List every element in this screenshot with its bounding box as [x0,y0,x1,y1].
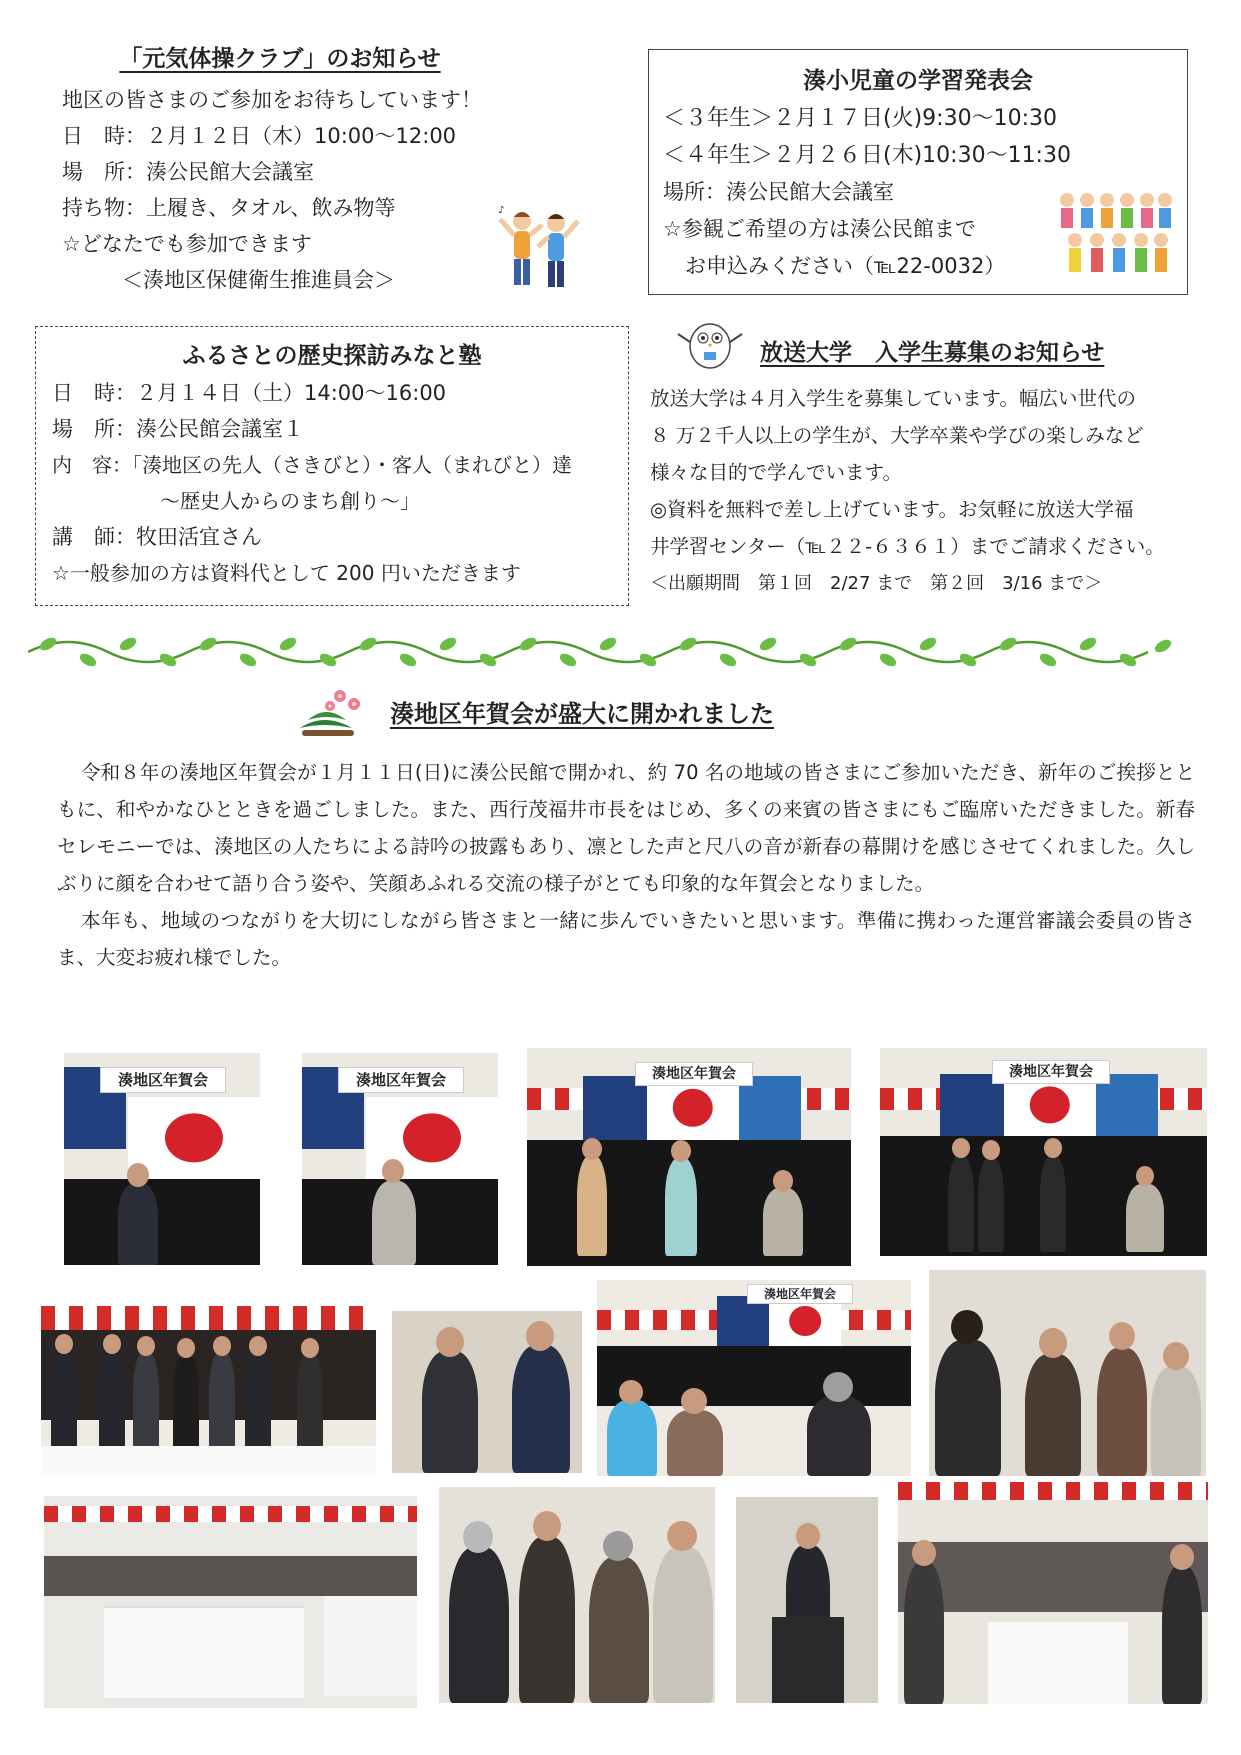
event-photo-shigin-performance [527,1048,851,1266]
history-box [35,326,629,606]
univ-line: 放送大学は４月入学生を募集しています。幅広い世代の [650,387,1136,410]
school-line: ＜３年生＞２月１７日(火)9:30～10:30 [663,106,1057,131]
school-line: ＜４年生＞２月２６日(木)10:30～11:30 [663,143,1071,168]
univ-line: 井学習センター（℡２２-６３６１）までご請求ください。 [650,535,1165,558]
genki-line: 日 時：２月１２日（木）10:00～12:00 [62,124,457,148]
event-photo-mc-podium [736,1497,878,1703]
pine-plum-icon [294,682,374,742]
genki-line: ＜湊地区保健衛生推進員会＞ [122,268,395,292]
event-photo-toast-conversation [392,1311,582,1473]
children-illustration-icon [1053,190,1177,282]
univ-line: 様々な目的で学んでいます。 [650,461,902,484]
exercise-illustration-icon [494,205,584,295]
genki-line: 持ち物：上履き、タオル、飲み物等 [62,196,396,220]
school-box [648,49,1188,295]
photo-banner: 湊地区年賀会 [747,1284,853,1304]
event-photo-drinks-table [439,1487,715,1703]
school-line: 場所：湊公民館大会議室 [663,180,894,204]
vine-divider [28,628,1178,674]
owl-mascot-icon [676,312,744,372]
article-title: 湊地区年賀会が盛大に開かれました [390,700,774,728]
article-paragraph: 本年も、地域のつながりを大切にしながら皆さまと一緒に歩んでいきたいと思います。準備に携わった運営審議会委員の皆さま、大変お疲れ様でした。 [57,909,1195,969]
history-line: 内 容：「湊地区の先人（さきびと）・客人（まれびと）達 [52,453,572,477]
univ-body [650,380,1210,602]
history-line: 場 所：湊公民館会議室１ [52,417,304,441]
univ-line: ◎資料を無料で差し上げています。お気軽に放送大学福 [650,498,1134,521]
univ-title: 放送大学 入学生募集のお知らせ [760,340,1105,366]
event-photo-toast-hall [597,1280,911,1476]
history-line: 日 時：２月１４日（土）14:00～16:00 [52,381,447,405]
event-photo-women-toast [929,1270,1206,1476]
event-photo-banzai-cheer [898,1482,1208,1704]
school-line: お申込みください（℡22-0032） [685,254,1006,278]
article-body [57,754,1195,976]
article-paragraph: 令和８年の湊地区年賀会が１月１１日(日)に湊公民館で開かれ、約 70 名の地域の皆さまにご参加いただき、新年のご挨拶とともに、和やかなひとときを過ごしました。また、西行茂福井市長をはじめ、多くの来賓の皆さまにもご臨席いただきました。新春セレモニーでは、湊地区の人たちによる詩吟の披露もあり、凛とした声と尺八の音が新春の幕開けを感じさせてくれました。久しぶりに顔を合わせて語り合う姿や、笑顔あふれる交流の様子がとても印象的な年賀会となりました。 [57,761,1195,895]
history-line: ☆一般参加の方は資料代として 200 円いただきます [52,561,521,585]
photo-banner: 湊地区年賀会 [992,1060,1110,1084]
school-line: ☆参観ご希望の方は湊公民館まで [663,217,976,241]
history-line: ～歴史人からのまち創り～」 [160,489,420,513]
event-photo-hall-wide [44,1496,417,1708]
univ-line: ＜出願期間 第１回 2/27 まで 第２回 3/16 まで＞ [650,573,1103,594]
school-title: 湊小児童の学習発表会 [803,68,1033,94]
genki-line: ☆どなたでも参加できます [62,232,312,256]
history-line: 講 師：牧田活宜さん [52,525,262,549]
photo-banner: 湊地区年賀会 [338,1067,464,1093]
event-photo-guests-lineup [41,1306,376,1476]
event-photo-speech-mayor [64,1053,260,1265]
svg-text:♪: ♪ [498,205,505,216]
photo-banner: 湊地区年賀会 [100,1067,226,1093]
genki-title: 「元気体操クラブ」のお知らせ [119,46,441,72]
univ-line: ８ 万２千人以上の学生が、大学卒業や学びの楽しみなど [650,424,1144,447]
history-title: ふるさとの歴史探訪みなと塾 [182,343,482,369]
genki-body [62,82,532,298]
genki-line: 場 所：湊公民館大会議室 [62,160,314,184]
photo-banner: 湊地区年賀会 [635,1062,753,1086]
genki-line: 地区の皆さまのご参加をお待ちしています！ [62,88,482,112]
event-photo-speech-guest [302,1053,498,1265]
history-body [52,375,622,591]
event-photo-shigin-group [880,1048,1207,1256]
